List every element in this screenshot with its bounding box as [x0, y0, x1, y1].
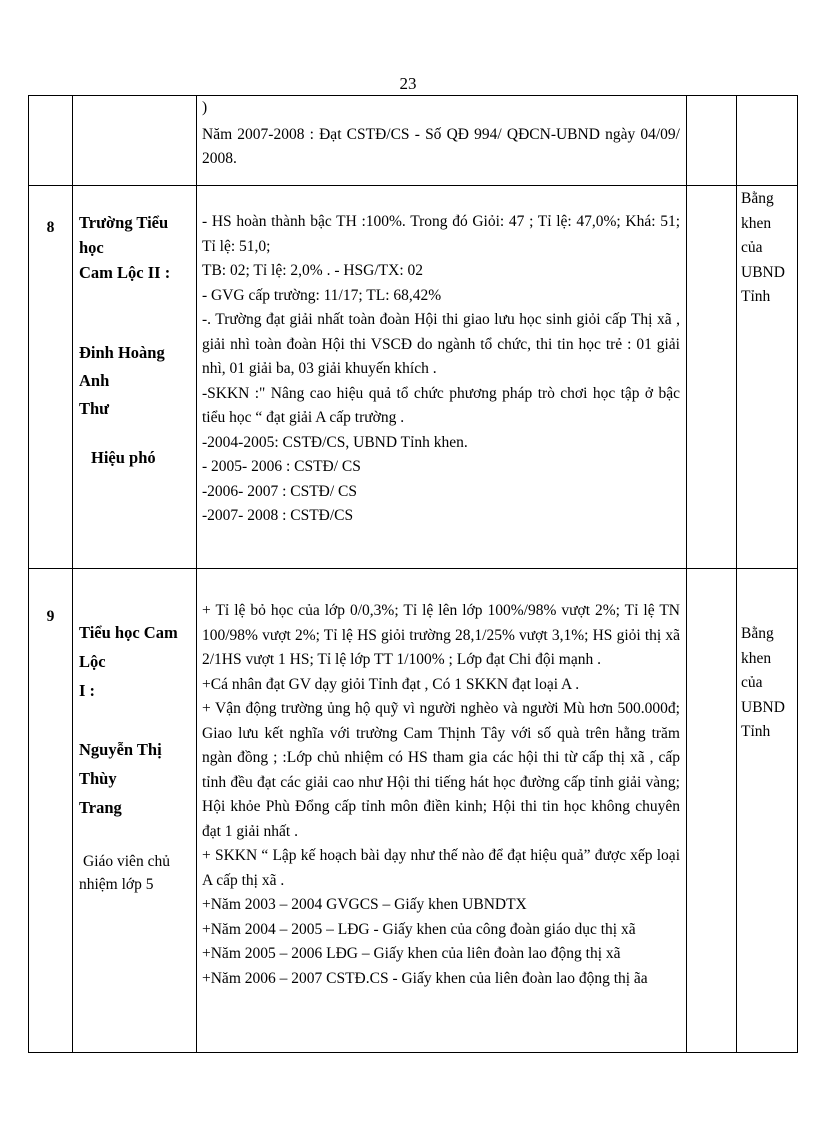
table-row	[29, 569, 798, 1053]
content-line: +Năm 2005 – 2006 LĐG – Giấy khen của liên đoàn lao động thị xã	[202, 945, 621, 962]
row-number: 9	[29, 569, 73, 1053]
row-number: 8	[29, 186, 73, 569]
row-number-cell	[29, 96, 73, 186]
award-cell	[737, 186, 798, 569]
award-cell	[737, 569, 798, 1053]
content-line: Năm 2007-2008 : Đạt CSTĐ/CS - Số QĐ 994/ QĐCN-UBND ngày 04/09/ 2008.	[202, 125, 680, 167]
award-line: khen của	[741, 649, 772, 691]
award-line: Tỉnh	[741, 288, 771, 305]
content-line: + Vận động trường ủng hộ quỹ vì người nghèo và người Mù hơn 500.000đ; Giao lưu kết nghĩa với trường Cam Thịnh Tây với số quà trên hằng trăm ngàn đồng ; :Lớp chủ nhiệm có HS tham gia các hội thi từ cấp thị xã , cấp tỉnh đều đạt các giải cao như Hội thi tiếng hát học đường cấp tỉnh giải vàng; Hội khỏe Phù Đổng cấp tỉnh môn điền kinh; Hội thi tin học không chuyên đạt 1 giải nhất .	[202, 700, 680, 840]
content-line: -SKKN :" Nâng cao hiệu quả tổ chức phương pháp trò chơi học tập ở bậc tiểu học “ đạt giải A cấp trường .	[202, 384, 680, 426]
content-line: +Năm 2003 – 2004 GVGCS – Giấy khen UBNDTX	[202, 896, 527, 913]
content-cell	[197, 569, 687, 1053]
person-name: Trang	[79, 798, 122, 817]
empty-cell	[687, 186, 737, 569]
content-line: +Năm 2004 – 2005 – LĐG - Giấy khen của công đoàn giáo dục thị xã	[202, 920, 636, 938]
school-name: Tiểu học Cam Lộc	[79, 623, 178, 671]
content-line: -. Trường đạt giải nhất toàn đoàn Hội thi giao lưu học sinh giỏi cấp Thị xã , giải nhì toàn đoàn Hội thi VSCĐ do ngành tổ chức, thi tin học trẻ : 01 giải nhì, 01 giải ba, 03 giải khuyến khích .	[202, 311, 680, 377]
award-line: khen của	[741, 214, 772, 256]
content-line: - GVG cấp trường: 11/17; TL: 68,42%	[202, 286, 442, 304]
person-name: Đinh Hoàng Anh	[79, 343, 165, 390]
table-row	[29, 96, 798, 186]
award-line: Bằng	[741, 625, 774, 642]
page-number: 23	[399, 74, 417, 93]
school-name: Cam Lộc II :	[79, 263, 171, 282]
person-name: Nguyễn Thị Thùy	[79, 740, 162, 788]
awards-table	[28, 95, 798, 1053]
award-line: UBND	[741, 698, 785, 716]
table-row	[29, 186, 798, 569]
content-line: +Cá nhân đạt GV dạy giỏi Tỉnh đạt , Có 1 SKKN đạt loại A .	[202, 675, 580, 693]
award-line: UBND	[741, 263, 785, 281]
content-line: + Tỉ lệ bỏ học của lớp 0/0,3%; Tỉ lệ lên lớp 100%/98% vượt 2%; Tỉ lệ TN 100/98% vượt 2%; Tỉ lệ HS giỏi trường 28,1/25% vượt 3,1%; HS giỏi thị xã 2/1HS vượt 1 HS; Tỉ lệ lớp TT 1/100% ; Lớp đạt Chi đội mạnh .	[202, 602, 680, 668]
content-cell	[197, 96, 687, 186]
content-line: - 2005- 2006 : CSTĐ/ CS	[202, 458, 361, 475]
school-name: I :	[79, 681, 96, 700]
person-name: Thư	[79, 399, 110, 418]
empty-cell	[687, 569, 737, 1053]
award-line: Bằng	[741, 190, 774, 207]
content-cell	[197, 186, 687, 569]
person-role: nhiệm lớp 5	[79, 876, 154, 893]
person-role: Hiệu phó	[91, 448, 156, 467]
content-line: -2004-2005: CSTĐ/CS, UBND Tỉnh khen.	[202, 433, 468, 451]
name-cell	[73, 569, 197, 1053]
award-line: Tỉnh	[741, 723, 771, 740]
empty-cell	[687, 96, 737, 186]
person-role: Giáo viên chủ	[83, 853, 170, 870]
content-line: +Năm 2006 – 2007 CSTĐ.CS - Giấy khen của liên đoàn lao động thị ãa	[202, 969, 648, 987]
content-line: )	[202, 99, 208, 116]
content-line: - HS hoàn thành bậc TH :100%. Trong đó Giỏi: 47 ; Tỉ lệ: 47,0%; Khá: 51; Tỉ lệ: 51,0;	[202, 213, 680, 255]
content-line: + SKKN “ Lập kế hoạch bài dạy như thế nào để đạt hiệu quả” được xếp loại A cấp thị xã .	[202, 847, 680, 889]
name-cell	[73, 186, 197, 569]
award-cell	[737, 96, 798, 186]
name-cell	[73, 96, 197, 186]
content-line: TB: 02; Tỉ lệ: 2,0% . - HSG/TX: 02	[202, 262, 424, 279]
school-name: Trường Tiểu học	[79, 213, 169, 257]
content-line: -2006- 2007 : CSTĐ/ CS	[202, 482, 358, 500]
content-line: -2007- 2008 : CSTĐ/CS	[202, 507, 354, 524]
